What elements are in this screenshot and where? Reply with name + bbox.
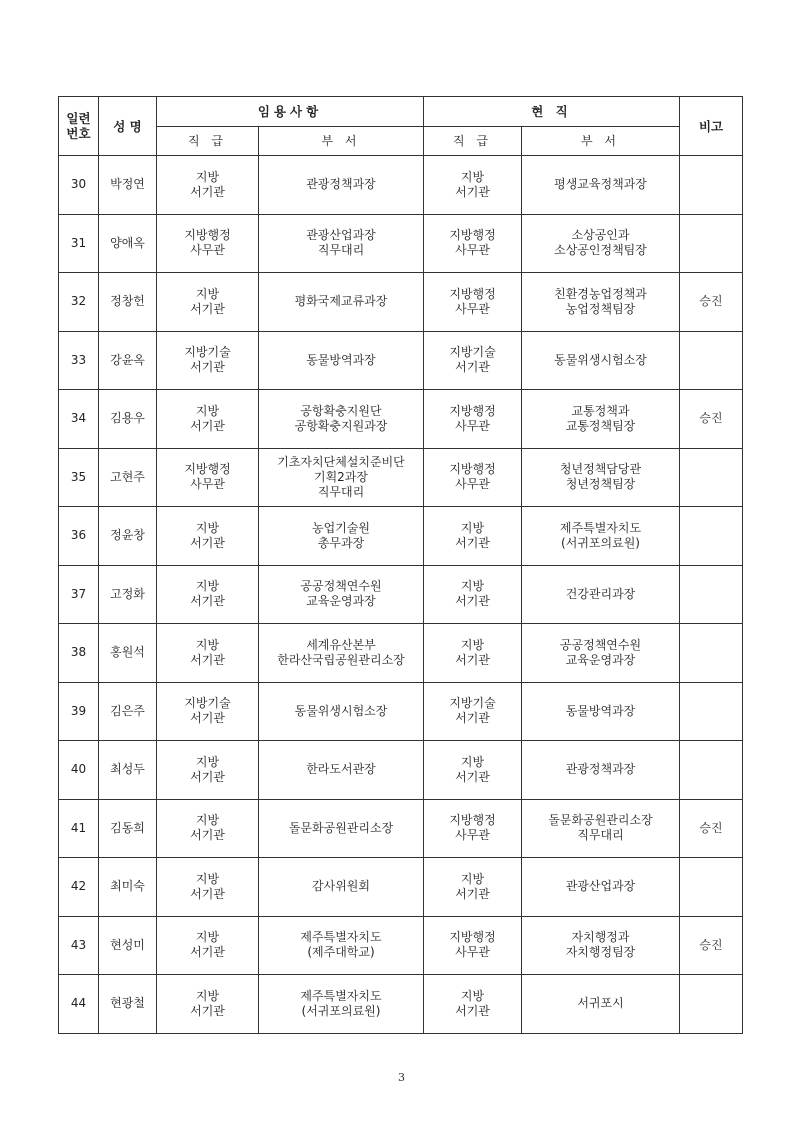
- current-grade-cell: [424, 565, 522, 624]
- current-dept-cell: [522, 916, 680, 975]
- appointment-grade-cell-line: 서기관: [190, 945, 225, 960]
- note-cell: 승진: [680, 273, 743, 332]
- current-grade-cell-line: 사무관: [455, 828, 490, 843]
- appointment-dept-cell-line: 교육운영과장: [306, 594, 376, 609]
- appointment-dept-cell-line: 직무대리: [317, 484, 365, 499]
- seq-number-cell: 30: [59, 156, 99, 215]
- current-grade-cell-line: 사무관: [455, 243, 490, 258]
- current-grade-cell: [424, 799, 522, 858]
- note-cell: 승진: [680, 390, 743, 449]
- table-row: [59, 624, 743, 683]
- seq-number-cell: 43: [59, 916, 99, 975]
- seq-number-cell: 33: [59, 331, 99, 390]
- appointment-dept-cell-line: 공항확충지원단: [300, 403, 382, 418]
- note-cell: [680, 624, 743, 683]
- appointment-grade-cell-line: 지방: [195, 520, 220, 535]
- appointment-dept-cell: [259, 916, 424, 975]
- current-dept-cell-line: 교통정책과: [571, 403, 630, 418]
- appointment-grade-cell-line: 지방행정: [184, 462, 231, 477]
- current-grade-cell: [424, 858, 522, 917]
- appointment-grade-cell-line: 서기관: [190, 184, 225, 199]
- current-dept-cell-line: 건강관리과장: [565, 586, 636, 601]
- current-dept-cell-line: 관광정책과장: [565, 762, 636, 777]
- appointment-grade-cell: [157, 975, 259, 1034]
- header-appointment-grade: 직 급: [157, 127, 259, 156]
- table-row: [59, 214, 743, 273]
- current-grade-cell: [424, 916, 522, 975]
- name-cell: 고정화: [99, 565, 157, 624]
- appointment-dept-cell-line: 돌문화공원관리소장: [288, 820, 394, 835]
- seq-number-cell: 38: [59, 624, 99, 683]
- appointment-dept-cell-line: 농업기술원: [312, 520, 370, 535]
- appointment-grade-cell-line: 서기관: [190, 711, 225, 726]
- appointment-grade-cell: [157, 156, 259, 215]
- note-cell: [680, 156, 743, 215]
- current-grade-cell: [424, 273, 522, 332]
- current-grade-cell-line: 사무관: [455, 301, 490, 316]
- seq-number-cell: 40: [59, 741, 99, 800]
- appointment-grade-cell: [157, 331, 259, 390]
- appointment-grade-cell: [157, 858, 259, 917]
- current-dept-cell-line: 제주특별자치도: [559, 520, 642, 535]
- appointment-dept-cell-line: 관광정책과장: [306, 177, 376, 192]
- current-dept-cell-line: 동물방역과장: [565, 703, 636, 718]
- appointment-dept-cell: [259, 214, 424, 273]
- seq-number-cell: 39: [59, 682, 99, 741]
- current-grade-cell: [424, 331, 522, 390]
- note-cell: [680, 682, 743, 741]
- appointment-grade-cell-line: 서기관: [190, 418, 225, 433]
- appointment-dept-cell: [259, 565, 424, 624]
- note-cell: [680, 214, 743, 273]
- note-cell: [680, 448, 743, 507]
- name-cell: 강윤옥: [99, 331, 157, 390]
- name-cell: 최성두: [99, 741, 157, 800]
- appointment-grade-cell-line: 지방: [195, 637, 220, 652]
- note-cell: [680, 741, 743, 800]
- table-row: [59, 916, 743, 975]
- seq-number-cell: 36: [59, 507, 99, 566]
- current-grade-cell: [424, 624, 522, 683]
- current-dept-cell-line: 친환경농업정책과: [554, 286, 647, 301]
- current-grade-cell-line: 지방행정: [449, 286, 496, 301]
- appointment-dept-cell-line: 제주특별자치도: [300, 988, 382, 1003]
- appointment-dept-cell-line: 세계유산본부: [306, 637, 376, 652]
- appointment-grade-cell: [157, 214, 259, 273]
- appointment-grade-cell-line: 지방기술: [184, 696, 231, 711]
- current-grade-cell-line: 서기관: [455, 652, 490, 667]
- appointment-dept-cell: [259, 156, 424, 215]
- appointment-grade-cell: [157, 448, 259, 507]
- seq-number-cell: 44: [59, 975, 99, 1034]
- table-row: [59, 565, 743, 624]
- table-row: [59, 390, 743, 449]
- current-dept-cell-line: 농업정책팀장: [565, 301, 636, 316]
- table-body: [59, 156, 743, 1034]
- seq-number-cell: 31: [59, 214, 99, 273]
- appointment-dept-cell: [259, 331, 424, 390]
- current-dept-cell-line: 공공정책연수원: [559, 637, 642, 652]
- current-dept-cell-line: 소상공인과: [571, 228, 630, 243]
- current-grade-cell-line: 지방: [460, 520, 485, 535]
- appointment-grade-cell-line: 서기관: [190, 535, 225, 550]
- table-row: [59, 331, 743, 390]
- name-cell: 김동희: [99, 799, 157, 858]
- current-dept-cell: [522, 507, 680, 566]
- appointment-grade-cell-line: 서기관: [190, 360, 225, 375]
- current-grade-cell-line: 지방: [460, 637, 485, 652]
- appointment-grade-cell-line: 지방: [195, 403, 220, 418]
- header-note: 비고: [680, 97, 743, 156]
- current-grade-cell-line: 지방: [460, 871, 485, 886]
- header-seq: [59, 97, 99, 156]
- appointment-grade-cell-line: 서기관: [190, 652, 225, 667]
- current-dept-cell-line: 돌문화공원관리소장: [548, 813, 653, 828]
- appointment-grade-cell: [157, 390, 259, 449]
- current-dept-cell-line: 청년정책담당관: [559, 462, 642, 477]
- current-grade-cell-line: 지방: [460, 169, 485, 184]
- name-cell: 박정연: [99, 156, 157, 215]
- appointment-dept-cell-line: 한라도서관장: [306, 762, 376, 777]
- current-grade-cell-line: 사무관: [455, 418, 490, 433]
- note-cell: [680, 565, 743, 624]
- appointment-dept-cell-line: 제주특별자치도: [300, 930, 382, 945]
- current-dept-cell-line: 서귀포시: [577, 996, 624, 1011]
- current-dept-cell: [522, 975, 680, 1034]
- name-cell: 김용우: [99, 390, 157, 449]
- appointment-dept-cell: [259, 448, 424, 507]
- personnel-table: [58, 96, 743, 1034]
- appointment-dept-cell-line: (서귀포의료원): [301, 1003, 381, 1018]
- appointment-grade-cell: [157, 682, 259, 741]
- current-grade-cell: [424, 156, 522, 215]
- appointment-grade-cell: [157, 507, 259, 566]
- appointment-dept-cell: [259, 273, 424, 332]
- note-cell: 승진: [680, 799, 743, 858]
- current-grade-cell: [424, 448, 522, 507]
- appointment-dept-cell: [259, 507, 424, 566]
- note-cell: [680, 331, 743, 390]
- header-seq-line-1: 일련: [66, 111, 91, 126]
- appointment-dept-cell-line: 평화국제교류과장: [294, 294, 388, 309]
- current-grade-cell-line: 지방행정: [449, 813, 496, 828]
- current-grade-cell: [424, 975, 522, 1034]
- appointment-dept-cell-line: 총무과장: [317, 535, 365, 550]
- appointment-dept-cell: [259, 975, 424, 1034]
- current-dept-cell: [522, 331, 680, 390]
- current-grade-cell-line: 지방행정: [449, 462, 496, 477]
- appointment-dept-cell-line: 기획2과장: [313, 469, 368, 484]
- appointment-dept-cell: [259, 858, 424, 917]
- current-dept-cell-line: (서귀포의료원): [561, 535, 640, 550]
- appointment-grade-cell: [157, 799, 259, 858]
- current-dept-cell: [522, 214, 680, 273]
- appointment-grade-cell-line: 지방: [195, 169, 220, 184]
- appointment-dept-cell: [259, 390, 424, 449]
- appointment-grade-cell-line: 지방: [195, 871, 220, 886]
- table-row: [59, 858, 743, 917]
- appointment-grade-cell-line: 사무관: [190, 477, 225, 492]
- appointment-dept-cell-line: 관광산업과장: [306, 228, 376, 243]
- current-grade-cell-line: 서기관: [455, 711, 490, 726]
- name-cell: 현광철: [99, 975, 157, 1034]
- appointment-grade-cell: [157, 916, 259, 975]
- current-grade-cell-line: 지방행정: [449, 403, 496, 418]
- current-grade-cell-line: 지방행정: [449, 228, 496, 243]
- current-grade-cell: [424, 507, 522, 566]
- current-grade-cell-line: 서기관: [455, 769, 490, 784]
- page-number: 3: [398, 1071, 405, 1084]
- current-grade-cell-line: 사무관: [455, 945, 490, 960]
- current-grade-cell-line: 지방: [460, 988, 485, 1003]
- appointment-dept-cell-line: (제주대학교): [307, 945, 375, 960]
- name-cell: 김은주: [99, 682, 157, 741]
- current-dept-cell: [522, 273, 680, 332]
- appointment-dept-cell-line: 기초자치단체설치준비단: [277, 454, 405, 469]
- table-row: [59, 975, 743, 1034]
- table-row: [59, 273, 743, 332]
- current-dept-cell: [522, 799, 680, 858]
- current-grade-cell-line: 서기관: [455, 1003, 490, 1018]
- current-grade-cell-line: 지방: [460, 754, 485, 769]
- current-dept-cell-line: 직무대리: [577, 828, 624, 843]
- current-grade-cell: [424, 214, 522, 273]
- note-cell: 승진: [680, 916, 743, 975]
- current-dept-cell-line: 청년정책팀장: [565, 477, 636, 492]
- appointment-grade-cell-line: 사무관: [190, 243, 225, 258]
- current-dept-cell: [522, 448, 680, 507]
- appointment-grade-cell-line: 지방: [195, 286, 220, 301]
- current-dept-cell-line: 교육운영과장: [565, 652, 636, 667]
- appointment-grade-cell-line: 서기관: [190, 886, 225, 901]
- table-row: [59, 156, 743, 215]
- seq-number-cell: 35: [59, 448, 99, 507]
- current-dept-cell-line: 자치행정과: [571, 930, 630, 945]
- current-grade-cell: [424, 682, 522, 741]
- current-grade-cell-line: 지방행정: [449, 930, 496, 945]
- table-row: [59, 799, 743, 858]
- current-grade-cell-line: 지방: [460, 579, 485, 594]
- current-dept-cell: [522, 682, 680, 741]
- appointment-grade-cell: [157, 565, 259, 624]
- appointment-grade-cell-line: 서기관: [190, 1003, 225, 1018]
- appointment-dept-cell: [259, 624, 424, 683]
- header-appointment-dept: 부 서: [259, 127, 424, 156]
- appointment-grade-cell-line: 서기관: [190, 594, 225, 609]
- current-grade-cell-line: 서기관: [455, 594, 490, 609]
- current-dept-cell-line: 평생교육정책과장: [554, 177, 647, 192]
- appointment-dept-cell-line: 동물방역과장: [306, 352, 376, 367]
- name-cell: 현성미: [99, 916, 157, 975]
- appointment-grade-cell: [157, 741, 259, 800]
- name-cell: 정윤창: [99, 507, 157, 566]
- appointment-dept-cell-line: 감사위원회: [312, 879, 370, 894]
- appointment-grade-cell-line: 지방기술: [184, 345, 231, 360]
- table-row: [59, 448, 743, 507]
- header-current-dept: 부 서: [522, 127, 680, 156]
- current-dept-cell: [522, 390, 680, 449]
- name-cell: 홍원석: [99, 624, 157, 683]
- seq-number-cell: 32: [59, 273, 99, 332]
- appointment-grade-cell: [157, 624, 259, 683]
- appointment-grade-cell: [157, 273, 259, 332]
- current-dept-cell-line: 자치행정팀장: [565, 945, 636, 960]
- appointment-grade-cell-line: 지방: [195, 813, 220, 828]
- current-dept-cell: [522, 565, 680, 624]
- appointment-grade-cell-line: 서기관: [190, 301, 225, 316]
- appointment-dept-cell: [259, 799, 424, 858]
- current-grade-cell: [424, 390, 522, 449]
- appointment-dept-cell-line: 공공정책연수원: [300, 579, 382, 594]
- seq-number-cell: 34: [59, 390, 99, 449]
- current-dept-cell: [522, 858, 680, 917]
- header-seq-line-2: 번호: [66, 126, 91, 141]
- seq-number-cell: 42: [59, 858, 99, 917]
- note-cell: [680, 507, 743, 566]
- appointment-grade-cell-line: 서기관: [190, 828, 225, 843]
- current-grade-cell-line: 서기관: [455, 886, 490, 901]
- name-cell: 고현주: [99, 448, 157, 507]
- current-grade-cell-line: 서기관: [455, 535, 490, 550]
- appointment-grade-cell-line: 지방: [195, 988, 220, 1003]
- seq-number-cell: 37: [59, 565, 99, 624]
- name-cell: 최미숙: [99, 858, 157, 917]
- appointment-grade-cell-line: 서기관: [190, 769, 225, 784]
- table-row: [59, 507, 743, 566]
- header-current-grade: 직 급: [424, 127, 522, 156]
- appointment-grade-cell-line: 지방: [195, 579, 220, 594]
- appointment-dept-cell: [259, 682, 424, 741]
- appointment-grade-cell-line: 지방: [195, 754, 220, 769]
- appointment-dept-cell: [259, 741, 424, 800]
- current-dept-cell-line: 교통정책팀장: [565, 418, 636, 433]
- header-name: 성 명: [99, 97, 157, 156]
- name-cell: 정창헌: [99, 273, 157, 332]
- current-dept-cell-line: 소상공인정책팀장: [554, 243, 647, 258]
- current-dept-cell-line: 관광산업과장: [565, 879, 636, 894]
- appointment-grade-cell-line: 지방: [195, 930, 220, 945]
- appointment-dept-cell-line: 직무대리: [317, 243, 365, 258]
- current-dept-cell: [522, 156, 680, 215]
- table-row: [59, 741, 743, 800]
- current-dept-cell: [522, 624, 680, 683]
- header-appointment: 임용사항: [157, 97, 424, 127]
- current-grade-cell: [424, 741, 522, 800]
- current-grade-cell-line: 지방기술: [449, 345, 496, 360]
- table-header: [59, 97, 743, 156]
- current-dept-cell: [522, 741, 680, 800]
- seq-number-cell: 41: [59, 799, 99, 858]
- current-grade-cell-line: 지방기술: [449, 696, 496, 711]
- table-row: [59, 682, 743, 741]
- current-dept-cell-line: 동물위생시험소장: [554, 352, 647, 367]
- current-grade-cell-line: 서기관: [455, 184, 490, 199]
- note-cell: [680, 975, 743, 1034]
- note-cell: [680, 858, 743, 917]
- appointment-dept-cell-line: 공항확충지원과장: [294, 418, 388, 433]
- current-grade-cell-line: 사무관: [455, 477, 490, 492]
- appointment-grade-cell-line: 지방행정: [184, 228, 231, 243]
- appointment-dept-cell-line: 동물위생시험소장: [294, 703, 388, 718]
- header-current: 현 직: [424, 97, 680, 127]
- name-cell: 양애옥: [99, 214, 157, 273]
- appointment-dept-cell-line: 한라산국립공원관리소장: [277, 652, 405, 667]
- current-grade-cell-line: 서기관: [455, 360, 490, 375]
